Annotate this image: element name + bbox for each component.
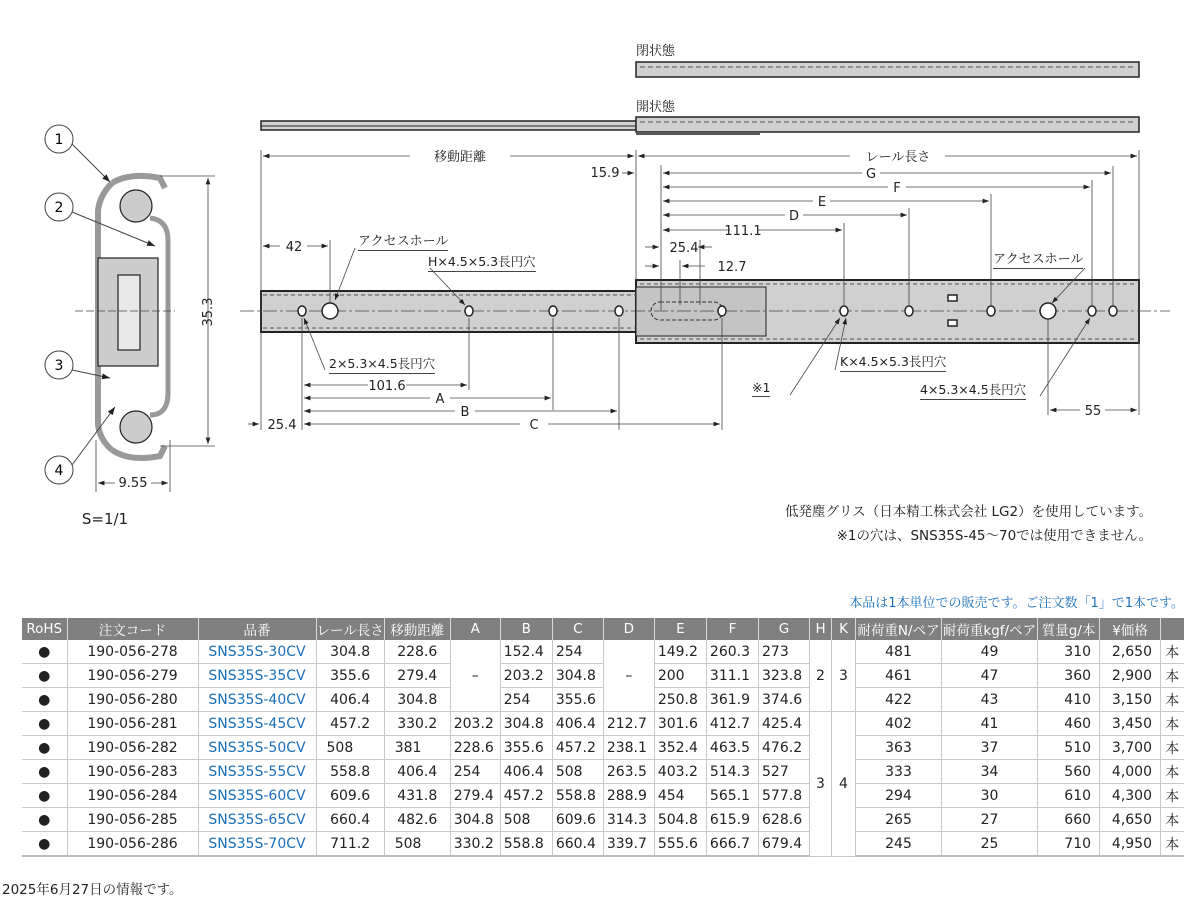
header-part-number: 品番 — [198, 618, 316, 640]
order-code: 190-056-283 — [67, 760, 198, 784]
order-code: 190-056-278 — [67, 640, 198, 664]
svg-text:1: 1 — [54, 132, 64, 148]
dim-e: 301.6 — [654, 712, 706, 736]
dim-f: 514.3 — [706, 760, 758, 784]
rail-length: 660.4 — [316, 808, 384, 832]
load-n: 422 — [856, 688, 942, 712]
dim-f: 412.7 — [706, 712, 758, 736]
dim-d: 314.3 — [603, 808, 654, 832]
load-kgf: 43 — [942, 688, 1038, 712]
svg-text:A: A — [435, 392, 445, 407]
order-code: 190-056-282 — [67, 736, 198, 760]
header-g: G — [759, 618, 810, 640]
dim-a: 330.2 — [450, 832, 500, 857]
mass: 510 — [1038, 736, 1100, 760]
access-hole-right-label: アクセスホール — [993, 248, 1083, 269]
svg-text:101.6: 101.6 — [368, 379, 406, 394]
date-info: 2025年6月27日の情報です。 — [2, 882, 183, 898]
part-number-link[interactable]: SNS35S-35CV — [198, 664, 316, 688]
mass: 610 — [1038, 784, 1100, 808]
dim-e: 504.8 — [654, 808, 706, 832]
rohs-mark: ● — [22, 736, 67, 760]
svg-text:C: C — [529, 418, 539, 433]
header-unit — [1161, 618, 1184, 640]
header-a: A — [450, 618, 500, 640]
open-state-label: 開状態 — [636, 100, 676, 115]
dim-c: 457.2 — [552, 736, 603, 760]
header-h: H — [810, 618, 832, 640]
header-load-kgf: 耐荷重kgf/ペア — [942, 618, 1038, 640]
table-row — [22, 736, 1184, 760]
part-number-link[interactable]: SNS35S-60CV — [198, 784, 316, 808]
dim-a: 254 — [450, 760, 500, 784]
rail-length: 355.6 — [316, 664, 384, 688]
dim-b: 558.8 — [500, 832, 552, 857]
dim-f: 615.9 — [706, 808, 758, 832]
dim-g: 476.2 — [759, 736, 810, 760]
price: 4,000 — [1100, 760, 1161, 784]
price: 4,300 — [1100, 784, 1161, 808]
dim-f: 463.5 — [706, 736, 758, 760]
part-number-link[interactable]: SNS35S-50CV — [198, 736, 316, 760]
rohs-mark: ● — [22, 832, 67, 857]
dim-c: 558.8 — [552, 784, 603, 808]
load-kgf: 25 — [942, 832, 1038, 857]
part-number-link[interactable]: SNS35S-55CV — [198, 760, 316, 784]
unit: 本 — [1161, 736, 1184, 760]
dim-c: 508 — [552, 760, 603, 784]
rohs-mark: ● — [22, 784, 67, 808]
access-hole-left-label: アクセスホール — [358, 230, 448, 251]
dim-f: 260.3 — [706, 640, 758, 664]
dim-b: 304.8 — [500, 712, 552, 736]
dim-e: 149.2 — [654, 640, 706, 664]
h-slot-label: H×4.5×5.3長円穴 — [428, 252, 536, 272]
dim-b: 203.2 — [500, 664, 552, 688]
dim-b: 355.6 — [500, 736, 552, 760]
load-n: 363 — [856, 736, 942, 760]
dim-d: 238.1 — [603, 736, 654, 760]
h-merged: 2 — [810, 640, 832, 712]
sales-unit-note: 本品は1本単位での販売です。ご注文数「1」で1本です。 — [849, 596, 1184, 611]
price: 3,700 — [1100, 736, 1161, 760]
rail-length: 406.4 — [316, 688, 384, 712]
dim-f: 361.9 — [706, 688, 758, 712]
unit: 本 — [1161, 712, 1184, 736]
dim-35-3: 35.3 — [201, 297, 216, 327]
load-kgf: 27 — [942, 808, 1038, 832]
mass: 660 — [1038, 808, 1100, 832]
unit: 本 — [1161, 640, 1184, 664]
dim-c: 406.4 — [552, 712, 603, 736]
dim-e: 250.8 — [654, 688, 706, 712]
price: 4,650 — [1100, 808, 1161, 832]
mass: 310 — [1038, 640, 1100, 664]
unit: 本 — [1161, 808, 1184, 832]
svg-text:25.4: 25.4 — [669, 241, 699, 256]
svg-text:55: 55 — [1084, 404, 1102, 419]
order-code: 190-056-286 — [67, 832, 198, 857]
svg-text:111.1: 111.1 — [724, 224, 762, 239]
dim-g: 425.4 — [759, 712, 810, 736]
svg-text:25.4: 25.4 — [267, 418, 297, 433]
unit: 本 — [1161, 760, 1184, 784]
dim-c: 355.6 — [552, 688, 603, 712]
dim-e: 352.4 — [654, 736, 706, 760]
dim-9-55: 9.55 — [118, 476, 148, 491]
dim-a: 304.8 — [450, 808, 500, 832]
unit: 本 — [1161, 784, 1184, 808]
dim-d: 339.7 — [603, 832, 654, 857]
header-k: K — [832, 618, 856, 640]
dim-e: 403.2 — [654, 760, 706, 784]
mass: 410 — [1038, 688, 1100, 712]
svg-text:G: G — [865, 167, 877, 182]
four-slot-label: 4×5.3×4.5長円穴 — [920, 380, 1026, 400]
dim-a: 203.2 — [450, 712, 500, 736]
dim-c: 609.6 — [552, 808, 603, 832]
load-n: 265 — [856, 808, 942, 832]
rohs-mark: ● — [22, 688, 67, 712]
mass: 710 — [1038, 832, 1100, 857]
price: 3,450 — [1100, 712, 1161, 736]
travel: 228.6 — [384, 640, 450, 664]
rail-length: 508 — [316, 736, 384, 760]
travel: 431.8 — [384, 784, 450, 808]
svg-text:42: 42 — [285, 240, 303, 255]
header-c: C — [552, 618, 603, 640]
table-row — [22, 712, 1184, 736]
price: 3,150 — [1100, 688, 1161, 712]
dim-a-merged: – — [450, 640, 500, 712]
svg-text:2: 2 — [54, 200, 64, 216]
rohs-mark: ● — [22, 760, 67, 784]
table-header-row — [22, 618, 1184, 640]
price: 4,950 — [1100, 832, 1161, 857]
header-b: B — [500, 618, 552, 640]
dim-c: 254 — [552, 640, 603, 664]
order-code: 190-056-280 — [67, 688, 198, 712]
dim-g: 273 — [759, 640, 810, 664]
header-price: ¥価格 — [1100, 618, 1161, 640]
load-n: 402 — [856, 712, 942, 736]
part-number-link[interactable]: SNS35S-30CV — [198, 640, 316, 664]
dim-f: 565.1 — [706, 784, 758, 808]
header-d: D — [603, 618, 654, 640]
unit: 本 — [1161, 664, 1184, 688]
svg-text:F: F — [893, 181, 901, 196]
dim-d-merged: – — [603, 640, 654, 712]
dim-g: 577.8 — [759, 784, 810, 808]
rail-length: 457.2 — [316, 712, 384, 736]
travel: 406.4 — [384, 760, 450, 784]
h-merged: 3 — [810, 712, 832, 857]
travel: 508 — [384, 832, 450, 857]
cross-section — [75, 176, 175, 458]
travel: 482.6 — [384, 808, 450, 832]
travel: 304.8 — [384, 688, 450, 712]
dim-e: 454 — [654, 784, 706, 808]
mass: 560 — [1038, 760, 1100, 784]
header-load-n: 耐荷重N/ペア — [856, 618, 942, 640]
rohs-mark: ● — [22, 712, 67, 736]
dim-d: 212.7 — [603, 712, 654, 736]
svg-text:12.7: 12.7 — [717, 260, 747, 275]
rohs-mark: ● — [22, 664, 67, 688]
side-rail — [240, 280, 1170, 343]
dim-g: 628.6 — [759, 808, 810, 832]
load-n: 245 — [856, 832, 942, 857]
svg-text:D: D — [788, 209, 800, 224]
grease-note: 低発塵グリス（日本精工株式会社 LG2）を使用しています。 — [784, 504, 1152, 520]
note-mark-label: ※1 — [752, 380, 771, 395]
dim-f: 311.1 — [706, 664, 758, 688]
load-n: 333 — [856, 760, 942, 784]
part-number-link[interactable]: SNS35S-70CV — [198, 832, 316, 857]
travel: 330.2 — [384, 712, 450, 736]
table-row — [22, 664, 1184, 688]
header-order-code: 注文コード — [67, 618, 198, 640]
price: 2,900 — [1100, 664, 1161, 688]
spec-table — [22, 618, 1184, 857]
svg-text:E: E — [817, 195, 827, 210]
part-number-link[interactable]: SNS35S-45CV — [198, 712, 316, 736]
svg-text:レール長さ: レール長さ — [865, 150, 931, 165]
table-row — [22, 808, 1184, 832]
order-code: 190-056-279 — [67, 664, 198, 688]
dim-b: 508 — [500, 808, 552, 832]
dim-g: 679.4 — [759, 832, 810, 857]
dim-b: 457.2 — [500, 784, 552, 808]
unit: 本 — [1161, 832, 1184, 857]
dim-b: 152.4 — [500, 640, 552, 664]
dim-d: 263.5 — [603, 760, 654, 784]
price: 2,650 — [1100, 640, 1161, 664]
table-row — [22, 640, 1184, 664]
dim-g: 374.6 — [759, 688, 810, 712]
two-slot-label: 2×5.3×4.5長円穴 — [329, 354, 435, 374]
svg-text:15.9: 15.9 — [590, 166, 620, 181]
travel: 279.4 — [384, 664, 450, 688]
dim-f: 666.7 — [706, 832, 758, 857]
table-row — [22, 688, 1184, 712]
rail-length: 558.8 — [316, 760, 384, 784]
order-code: 190-056-285 — [67, 808, 198, 832]
dim-a: 279.4 — [450, 784, 500, 808]
table-row — [22, 832, 1184, 857]
svg-text:移動距離: 移動距離 — [433, 150, 487, 165]
hole-note: ※1の穴は、SNS35S-45〜70では使用できません。 — [836, 528, 1152, 544]
svg-text:3: 3 — [54, 358, 64, 374]
load-n: 294 — [856, 784, 942, 808]
header-mass: 質量g/本 — [1038, 618, 1100, 640]
dim-c: 660.4 — [552, 832, 603, 857]
rohs-mark: ● — [22, 808, 67, 832]
svg-text:4: 4 — [54, 463, 64, 479]
header-rohs: RoHS — [22, 618, 67, 640]
scale-label: S=1/1 — [81, 510, 129, 528]
svg-text:B: B — [460, 405, 470, 420]
dim-a: 228.6 — [450, 736, 500, 760]
k-slot-label: K×4.5×5.3長円穴 — [840, 352, 946, 372]
part-number-link[interactable]: SNS35S-40CV — [198, 688, 316, 712]
load-kgf: 49 — [942, 640, 1038, 664]
mass: 460 — [1038, 712, 1100, 736]
dim-g: 527 — [759, 760, 810, 784]
closed-rail — [636, 62, 1139, 77]
mass: 360 — [1038, 664, 1100, 688]
rail-length: 711.2 — [316, 832, 384, 857]
k-merged: 4 — [832, 712, 856, 857]
rail-length: 304.8 — [316, 640, 384, 664]
rohs-mark: ● — [22, 640, 67, 664]
table-row — [22, 784, 1184, 808]
load-n: 461 — [856, 664, 942, 688]
travel: 381 — [384, 736, 450, 760]
part-number-link[interactable]: SNS35S-65CV — [198, 808, 316, 832]
load-n: 481 — [856, 640, 942, 664]
open-rail — [261, 117, 1139, 134]
dim-c: 304.8 — [552, 664, 603, 688]
dim-b: 254 — [500, 688, 552, 712]
dim-b: 406.4 — [500, 760, 552, 784]
k-merged: 3 — [832, 640, 856, 712]
header-f: F — [706, 618, 758, 640]
order-code: 190-056-281 — [67, 712, 198, 736]
header-e: E — [654, 618, 706, 640]
order-code: 190-056-284 — [67, 784, 198, 808]
closed-state-label: 閉状態 — [636, 44, 676, 59]
load-kgf: 41 — [942, 712, 1038, 736]
header-travel: 移動距離 — [384, 618, 450, 640]
unit: 本 — [1161, 688, 1184, 712]
load-kgf: 34 — [942, 760, 1038, 784]
dim-e: 555.6 — [654, 832, 706, 857]
header-rail-length: レール長さ — [316, 618, 384, 640]
dim-g: 323.8 — [759, 664, 810, 688]
load-kgf: 30 — [942, 784, 1038, 808]
rail-length: 609.6 — [316, 784, 384, 808]
load-kgf: 37 — [942, 736, 1038, 760]
load-kgf: 47 — [942, 664, 1038, 688]
dim-d: 288.9 — [603, 784, 654, 808]
dim-e: 200 — [654, 664, 706, 688]
table-row — [22, 760, 1184, 784]
